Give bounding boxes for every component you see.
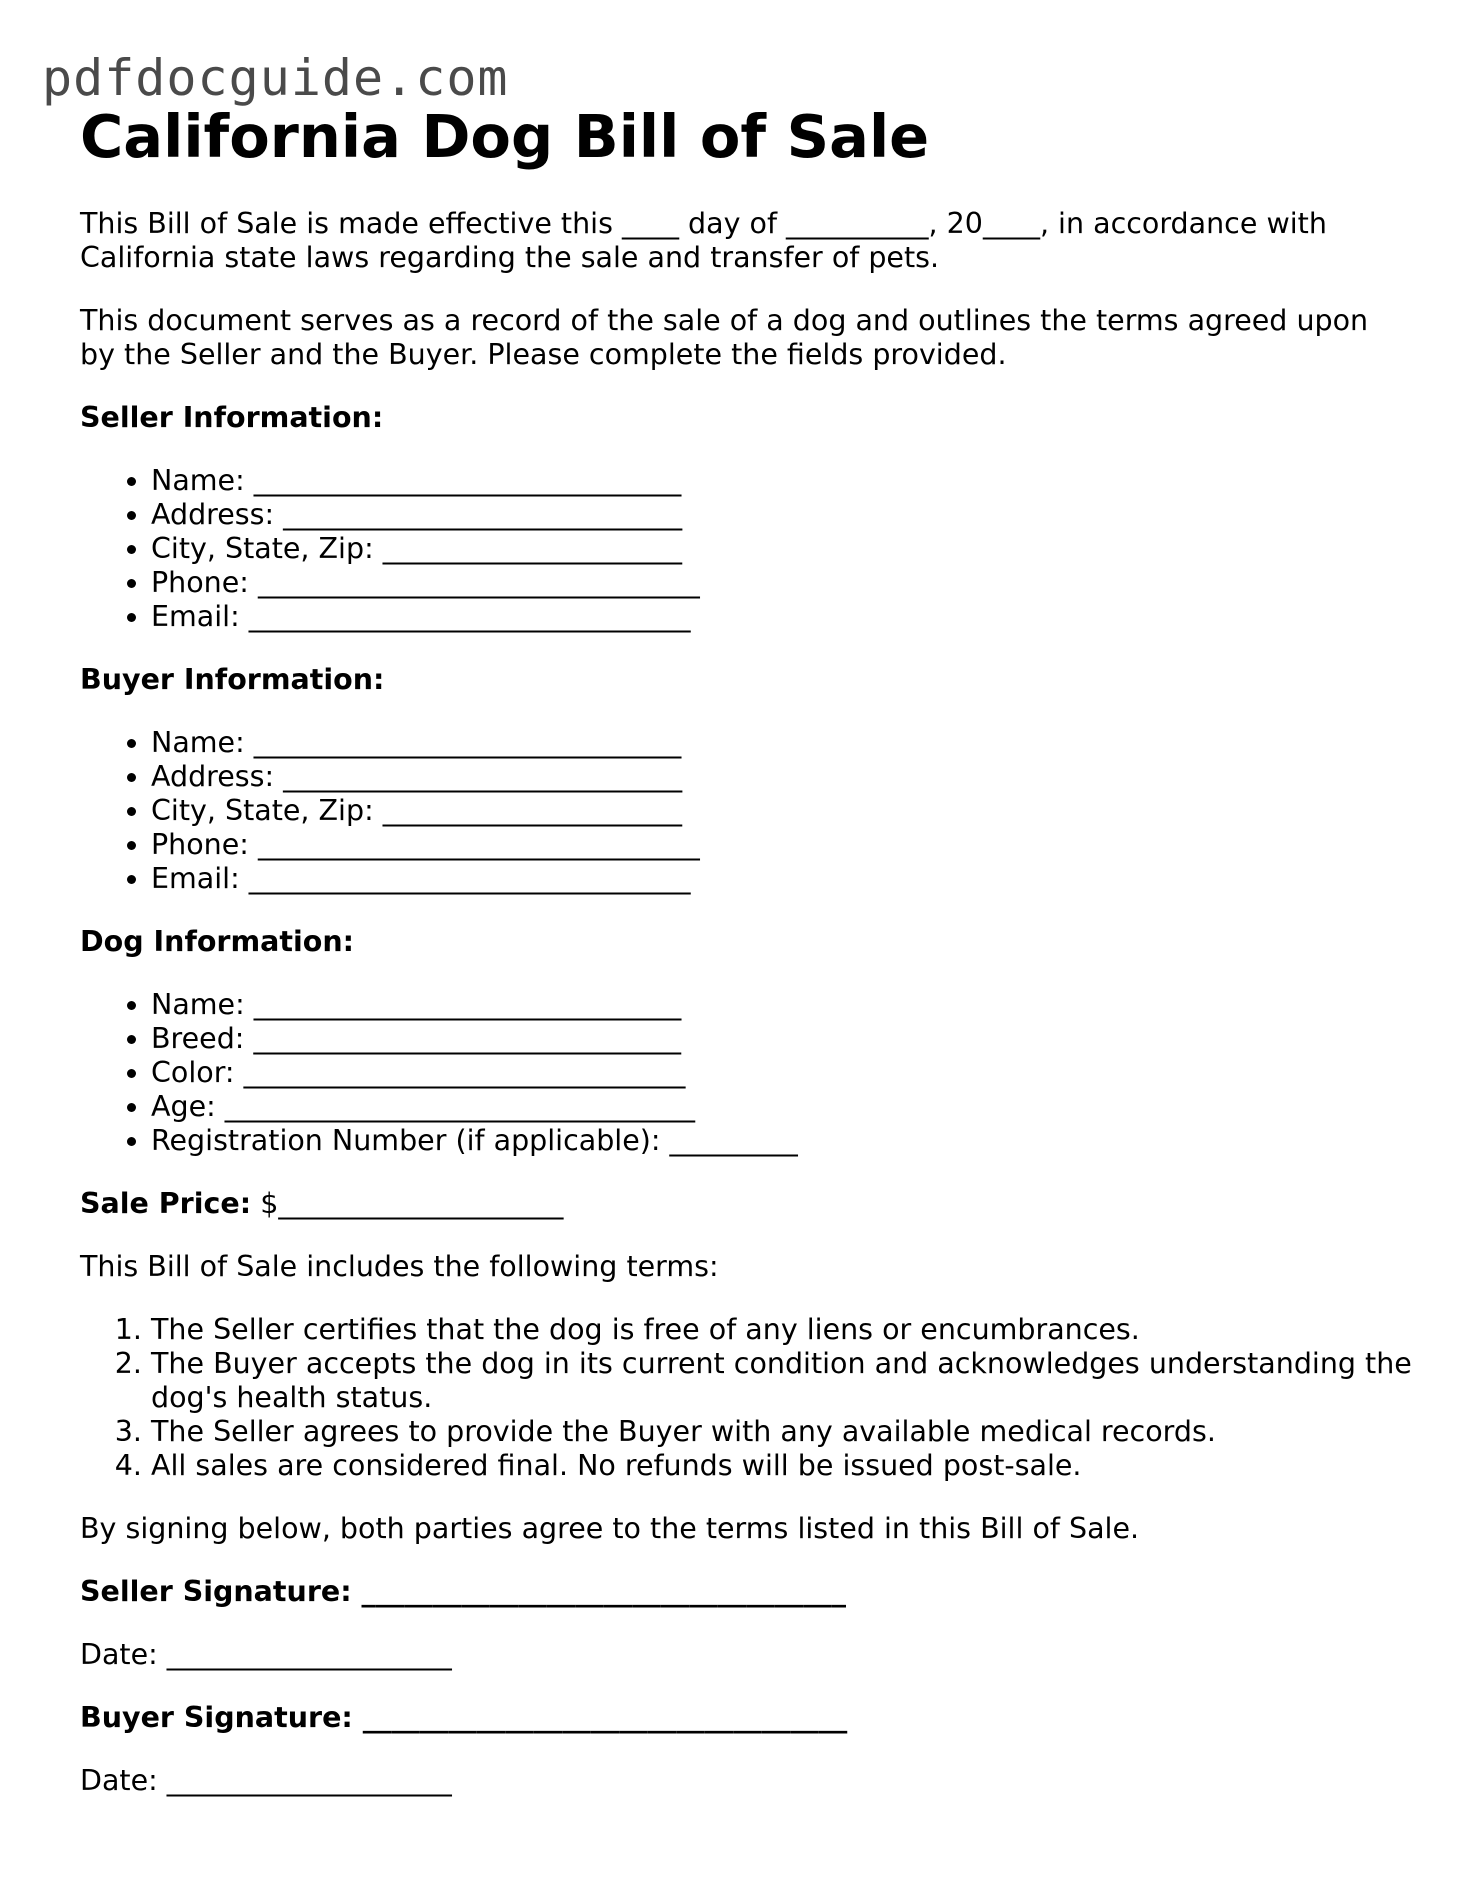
document-page: [80, 98, 1412, 1798]
intro-paragraph-2: [80, 304, 1400, 372]
seller-name-field[interactable]: • Name: ______________________________: [151, 464, 1400, 498]
intro-paragraph-1: [80, 207, 1400, 275]
watermark: pdfdocguide.com: [42, 49, 509, 107]
intro-line-4: by the Seller and the Buyer. Please complete the fields provided.: [80, 338, 1007, 371]
dog-name-field[interactable]: • Name: ______________________________: [151, 988, 1400, 1022]
buyer-signature-field[interactable]: [80, 1701, 1400, 1735]
term-item: 1. The Seller certifies that the dog is free of any liens or encumbrances.: [151, 1313, 1451, 1347]
dog-color-field[interactable]: • Color: _______________________________: [151, 1056, 1400, 1090]
seller-phone-field[interactable]: • Phone: _______________________________: [151, 566, 1400, 600]
buyer-date-field[interactable]: Date: ____________________: [80, 1764, 452, 1797]
buyer-name-field[interactable]: • Name: ______________________________: [151, 726, 1400, 760]
dog-info-list: [80, 988, 1400, 1158]
seller-signature-field[interactable]: [80, 1575, 1400, 1609]
buyer-signature-label: Buyer Signature: __________________________________: [80, 1701, 848, 1734]
intro-line-3: This document serves as a record of the sale of a dog and outlines the terms agreed upon: [80, 304, 1369, 337]
terms-list: [80, 1313, 1451, 1483]
term-item: 4. All sales are considered final. No refunds will be issued post-sale.: [151, 1449, 1451, 1483]
seller-city-state-zip-field[interactable]: • City, State, Zip: _____________________: [151, 532, 1400, 566]
dog-breed-field[interactable]: • Breed: ______________________________: [151, 1022, 1400, 1056]
intro-line-1: This Bill of Sale is made effective this ____ day of __________, 20____, in accordance with: [80, 207, 1327, 240]
agreement-statement: By signing below, both parties agree to the terms listed in this Bill of Sale.: [80, 1512, 1140, 1545]
page-title: California Dog Bill of Sale: [80, 102, 930, 171]
dog-registration-number-field[interactable]: • Registration Number (if applicable): _________: [151, 1124, 1400, 1158]
dog-info-heading: Dog Information:: [80, 925, 355, 958]
dog-age-field[interactable]: • Age: _________________________________: [151, 1090, 1400, 1124]
term-item: 3. The Seller agrees to provide the Buyer with any available medical records.: [151, 1415, 1451, 1449]
buyer-info-heading: Buyer Information:: [80, 663, 385, 696]
sale-price-label: Sale Price:: [80, 1187, 252, 1220]
buyer-city-state-zip-field[interactable]: • City, State, Zip: _____________________: [151, 794, 1400, 828]
terms-intro: This Bill of Sale includes the following terms:: [80, 1250, 719, 1283]
sale-price-line: [80, 1187, 1400, 1221]
seller-info-heading: Seller Information:: [80, 401, 384, 434]
seller-info-list: [80, 464, 1400, 634]
sale-price-field[interactable]: $____________________: [260, 1187, 564, 1220]
buyer-info-list: [80, 726, 1400, 896]
seller-signature-label: Seller Signature: __________________________________: [80, 1575, 847, 1608]
intro-line-2: California state laws regarding the sale and transfer of pets.: [80, 241, 940, 274]
buyer-phone-field[interactable]: • Phone: _______________________________: [151, 828, 1400, 862]
buyer-email-field[interactable]: • Email: _______________________________: [151, 862, 1400, 896]
seller-email-field[interactable]: • Email: _______________________________: [151, 600, 1400, 634]
buyer-address-field[interactable]: • Address: ____________________________: [151, 760, 1400, 794]
term-item: 2. The Buyer accepts the dog in its current condition and acknowledges understanding the dog's health status.: [151, 1347, 1451, 1415]
seller-address-field[interactable]: • Address: ____________________________: [151, 498, 1400, 532]
seller-date-field[interactable]: Date: ____________________: [80, 1638, 452, 1671]
